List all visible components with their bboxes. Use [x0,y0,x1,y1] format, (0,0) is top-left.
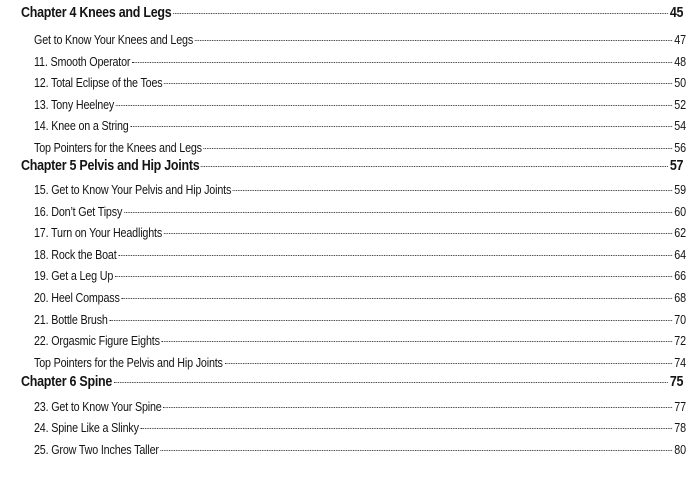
dot-leader [201,166,668,167]
toc-entry [34,356,686,370]
page-number: 72 [674,334,686,348]
dot-leader [204,148,673,149]
page-number: 62 [674,226,686,240]
entry-title: 23. Get to Know Your Spine [34,400,162,414]
entry-title: Get to Know Your Knees and Legs [34,33,194,47]
dot-leader [124,212,673,213]
entry-title: 14. Knee on a String [34,119,129,133]
entry-title: 15. Get to Know Your Pelvis and Hip Joints [34,183,232,197]
page-number: 54 [674,119,686,133]
toc-entry [34,400,686,414]
entry-title: 25. Grow Two Inches Taller [34,443,159,457]
dot-leader [109,320,672,321]
chapter-heading [21,158,683,174]
page-number: 52 [674,98,686,112]
page-number: 74 [674,356,686,370]
dot-leader [115,276,673,277]
toc-entry [34,226,686,240]
dot-leader [161,450,673,451]
page-number: 68 [674,291,686,305]
chapter-title: Chapter 5 Pelvis and Hip Joints [21,158,200,174]
entry-title: 18. Rock the Boat [34,248,117,262]
dot-leader [195,40,673,41]
toc-entry [34,98,686,112]
dot-leader [130,126,672,127]
entry-title: Top Pointers for the Knees and Legs [34,141,202,155]
page-number: 56 [674,141,686,155]
dot-leader [114,382,668,383]
toc-entry [34,291,686,305]
dot-leader [163,407,672,408]
toc-entry [34,334,686,348]
dot-leader [164,83,672,84]
page-number: 70 [674,313,686,327]
toc-entry [34,119,686,133]
toc-entry [34,183,686,197]
toc-entry [34,55,686,69]
dot-leader [141,428,673,429]
entry-title: 11. Smooth Operator [34,55,131,69]
page-number: 75 [669,374,684,390]
entry-title: 20. Heel Compass [34,291,120,305]
page-number: 45 [669,5,684,21]
toc-entry [34,313,686,327]
dot-leader [164,233,673,234]
page-number: 57 [669,158,684,174]
page-number: 77 [674,400,686,414]
page-number: 59 [674,183,686,197]
entry-title: 19. Get a Leg Up [34,269,114,283]
entry-title: 16. Don’t Get Tipsy [34,205,123,219]
chapter-heading [21,374,683,390]
dot-leader [161,341,672,342]
toc-entry [34,76,686,90]
toc-entry [34,141,686,155]
chapter-title: Chapter 4 Knees and Legs [21,5,172,21]
toc-entry [34,248,686,262]
page-number: 80 [674,443,686,457]
page-number: 47 [674,33,686,47]
page-number: 60 [674,205,686,219]
entry-title: 13. Tony Heelney [34,98,115,112]
dot-leader [118,255,672,256]
page-number: 48 [674,55,686,69]
entry-title: 17. Turn on Your Headlights [34,226,163,240]
entry-title: 22. Orgasmic Figure Eights [34,334,160,348]
toc-entry [34,33,686,47]
page-number: 64 [674,248,686,262]
chapter-heading [21,5,683,21]
entry-title: 21. Bottle Brush [34,313,108,327]
toc-entry [34,421,686,435]
toc-entry [34,269,686,283]
dot-leader [173,13,668,14]
dot-leader [224,363,672,364]
entry-title: Top Pointers for the Pelvis and Hip Joints [34,356,223,370]
dot-leader [132,62,672,63]
page-number: 50 [674,76,686,90]
toc-entry [34,205,686,219]
chapter-title: Chapter 6 Spine [21,374,113,390]
entry-title: 12. Total Eclipse of the Toes [34,76,163,90]
dot-leader [233,190,673,191]
toc-entry [34,443,686,457]
entry-title: 24. Spine Like a Slinky [34,421,139,435]
page-number: 78 [674,421,686,435]
page-number: 66 [674,269,686,283]
dot-leader [116,105,673,106]
dot-leader [121,298,672,299]
